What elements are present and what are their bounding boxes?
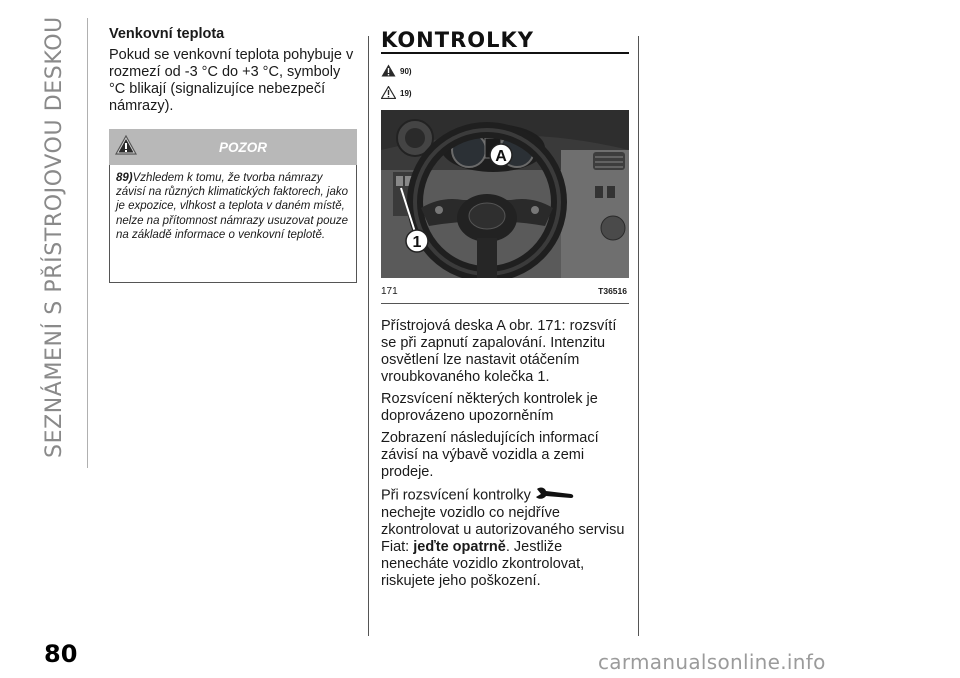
paragraph-warning-lights: Rozsvícení některých kontrolek je doprovázeno upozorněním: [381, 391, 598, 424]
figure-label-a: A: [495, 148, 507, 165]
ref-caution: [381, 82, 629, 104]
service-text-before: Při rozsvícení kontrolky: [381, 487, 531, 504]
figure-code: T36516: [598, 286, 627, 296]
side-title: [0, 0, 86, 470]
warning-ref: 89): [116, 172, 133, 184]
watermark: carmanualsonline.info: [598, 650, 826, 674]
wrench-icon: [535, 486, 575, 505]
side-title-text: SEZNÁMENÍ S PŘÍSTROJOVOU DESKOU: [42, 16, 67, 458]
warning-text-body: Vzhledem k tomu, že tvorba námrazy závisí na různých klimatických faktorech, jako je expozice, vlhkost a teplota v daném místě, nelze na přítomnost námrazy usuzovat pouze na základě informace o venkovní teplotě.: [116, 172, 349, 241]
right-column: [381, 28, 629, 595]
dashboard-illustration: [381, 110, 629, 278]
section-heading: KONTROLKY: [381, 28, 534, 52]
warning-box-body: [109, 165, 357, 283]
column-divider: [368, 36, 369, 636]
service-text-after: nechejte vozidlo co nejdříve zkontrolovat u autorizovaného servisu Fiat:: [381, 505, 625, 555]
figure-caption: [381, 286, 629, 297]
dashboard-figure: [381, 110, 629, 278]
caution-triangle-icon: [381, 86, 396, 101]
service-text-end: . Jestliže nenecháte vozidlo zkontrolovat, riskujete jeho poškození.: [381, 539, 585, 589]
side-divider: [87, 18, 88, 468]
outside-temperature-paragraph: Pokud se venkovní teplota pohybuje v rozmezí od -3 °C do +3 °C, symboly °C blikají (signalizujíce nebezpečí námrazy).: [109, 47, 354, 114]
ref-warning: [381, 60, 629, 82]
paragraph-panel: Přístrojová deska A obr. 171: rozsvítí se při zapnutí zapalování. Intenzitu osvětlení lze nastavit otáčením vroubkovaného kolečka 1.: [381, 318, 617, 385]
warning-title: POZOR: [218, 140, 267, 155]
ref-caution-label: 19): [400, 88, 412, 98]
figure-label-1: 1: [412, 234, 422, 251]
warning-triangle-icon: [381, 64, 396, 79]
warning-box-header: [109, 129, 357, 165]
left-column: [109, 26, 357, 283]
paragraph-service: [381, 486, 629, 590]
warning-text: [116, 171, 350, 242]
figure-rule: [381, 303, 629, 304]
service-text-bold: jeďte opatrně: [413, 539, 506, 555]
subheading-outside-temperature: Venkovní teplota: [109, 26, 225, 42]
page-number: 80: [44, 640, 78, 668]
paragraph-equipment: Zobrazení následujících informací závisí na výbavě vozidla a zemi prodeje.: [381, 430, 599, 480]
column-divider-right: [638, 36, 639, 636]
ref-warning-label: 90): [400, 66, 412, 76]
heading-rule: [381, 52, 629, 54]
figure-number: 171: [381, 286, 398, 297]
